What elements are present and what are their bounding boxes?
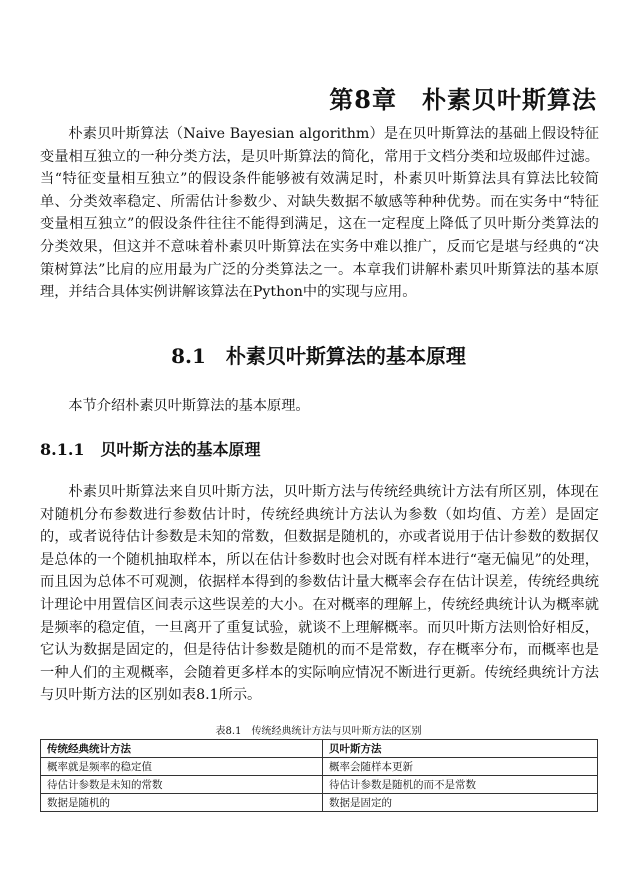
section-title: 8.1 朴素贝叶斯算法的基本原理 [171,344,466,368]
table-cell: 待估计参数是随机的而不是常数 [323,776,598,794]
table-header-row [41,740,598,758]
table-row [41,794,598,812]
intro-paragraph: 朴素贝叶斯算法（Naive Bayesian algorithm）是在贝叶斯算法的基础上假设特征变量相互独立的一种分类方法，是贝叶斯算法的简化，常用于文档分类和垃圾邮件过滤。当“特征变量相互独立”的假设条件能够被有效满足时，朴素贝叶斯算法具有算法比较简单、分类效率稳定、所需估计参数少、对缺失数据不敏感等种种优势。而在实务中“特征变量相互独立”的假设条件往往不能得到满足，这在一定程度上降低了贝叶斯分类算法的分类效果，但这并不意味着朴素贝叶斯算法在实务中难以推广，反而它是堪与经典的“决策树算法”比肩的应用最为广泛的分类算法之一。本章我们讲解朴素贝叶斯算法的基本原理，并结合具体实例讲解该算法在Python中的实现与应用。 [40,126,599,301]
table-cell: 数据是固定的 [323,794,598,812]
table-caption: 表8.1 传统经典统计方法与贝叶斯方法的区别 [215,726,422,737]
table-cell: 数据是随机的 [41,794,323,812]
subsection-title: 8.1.1 贝叶斯方法的基本原理 [40,440,261,459]
table-cell: 概率就是频率的稳定值 [41,758,323,776]
table-header-cell: 贝叶斯方法 [323,740,598,758]
section-intro: 本节介绍朴素贝叶斯算法的基本原理。 [68,398,310,414]
table-row [41,758,598,776]
table-row [41,776,598,794]
subsection-body: 朴素贝叶斯算法来自贝叶斯方法，贝叶斯方法与传统经典统计方法有所区别，体现在对随机分布参数进行参数估计时，传统经典统计方法认为参数（如均值、方差）是固定的，或者说待估计参数是未知的常数，但数据是随机的，亦或者说用于估计参数的数据仅是总体的一个随机抽取样本，所以在估计参数时也会对既有样本进行“毫无偏见”的处理，而且因为总体不可观测，依据样本得到的参数估计量大概率会存在估计误差，传统经典统计理论中用置信区间表示这些误差的大小。在对概率的理解上，传统经典统计认为概率就是频率的稳定值，一旦离开了重复试验，就谈不上理解概率。而贝叶斯方法则恰好相反，它认为数据是固定的，但是待估计参数是随机的而不是常数，存在概率分布，而概率也是一种人们的主观概率，会随着更多样本的实际响应情况不断进行更新。传统经典统计方法与贝叶斯方法的区别如表8.1所示。 [40,484,599,704]
chapter-title: 第8章 朴素贝叶斯算法 [329,85,597,114]
table-cell: 待估计参数是未知的常数 [41,776,323,794]
comparison-table [40,739,598,812]
table-cell: 概率会随样本更新 [323,758,598,776]
table-header-cell: 传统经典统计方法 [41,740,323,758]
